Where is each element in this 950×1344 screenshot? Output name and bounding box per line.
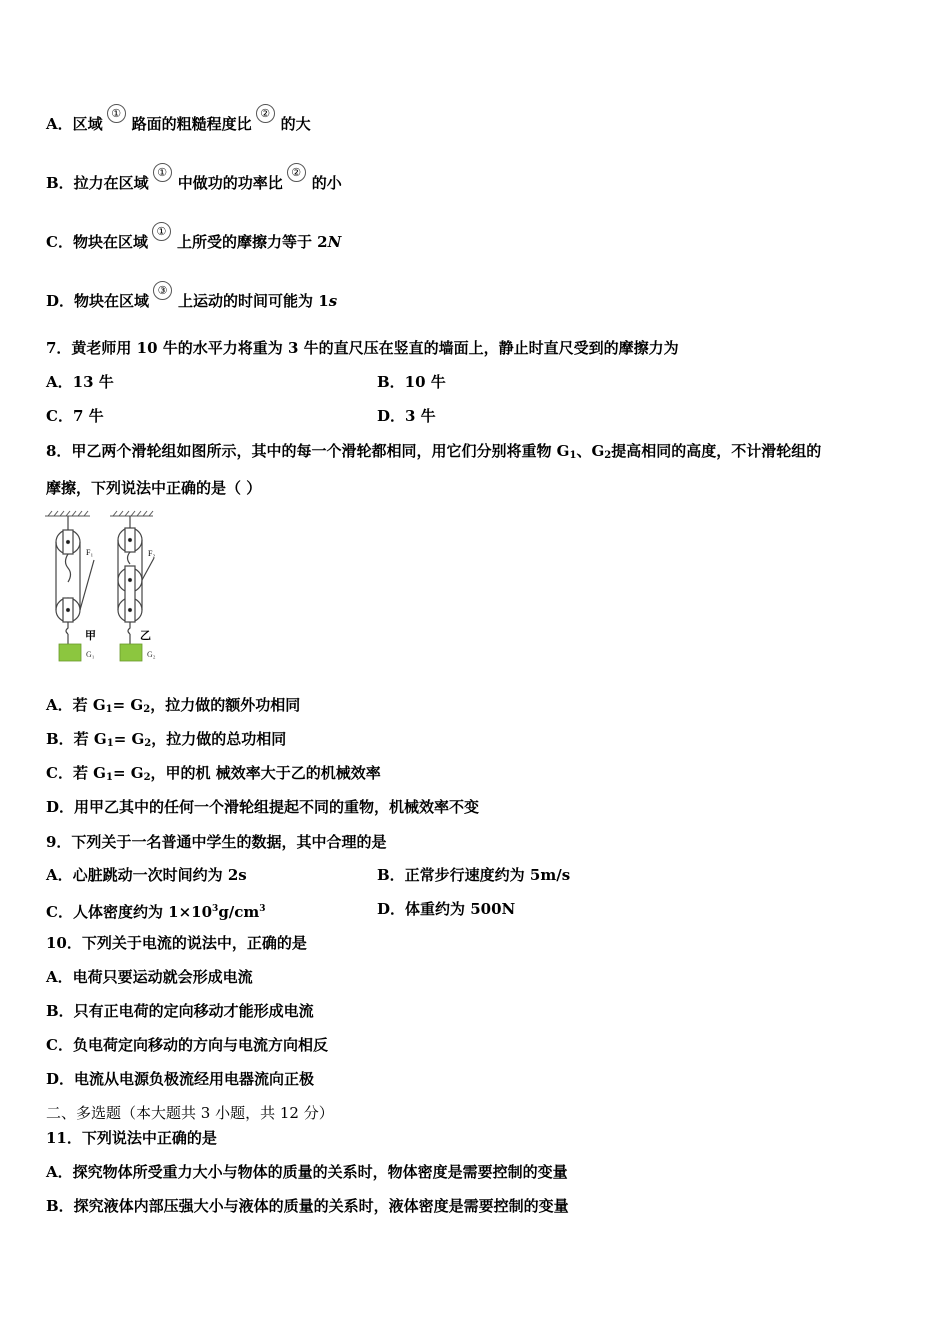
weight-g2: [120, 644, 142, 661]
q6-option-c: [46, 225, 342, 253]
q6-b-mid: 中做功的功率比: [177, 174, 283, 192]
q11-option-a: A．探究物体所受重力大小与物体的质量的关系时，物体密度是需要控制的变量: [46, 1163, 568, 1181]
q6-option-a: [46, 107, 311, 135]
subscript: 2: [144, 738, 152, 749]
circled-number: ①: [153, 163, 172, 182]
figure-label-f1: F₁: [86, 548, 94, 557]
q8-c-pre: C．若 G: [46, 764, 106, 782]
q7-option-d: D．3 牛: [377, 407, 436, 425]
q6-b-pre: B．拉力在区域: [46, 174, 149, 192]
figure-label-yi: 乙: [140, 629, 151, 642]
q8-b-post: ，拉力做的总功相同: [151, 730, 287, 748]
figure-label-g2: G₂: [147, 650, 156, 659]
q8-a-pre: A．若 G: [46, 696, 106, 714]
circled-number: ③: [153, 281, 172, 300]
q9-option-c: [46, 899, 266, 922]
q6-a-post: 的大: [280, 115, 311, 133]
pulley-figure: [40, 508, 180, 668]
q8-c-post: ，甲的机 械效率大于乙的机械效率: [150, 764, 381, 782]
circled-number: ②: [287, 163, 306, 182]
subscript: 2: [604, 450, 612, 461]
pulley-system-yi: [118, 516, 154, 644]
circled-number: ①: [107, 104, 126, 123]
q10-option-d: D．电流从电源负极流经用电器流向正极: [46, 1070, 315, 1088]
weight-g1: [59, 644, 81, 661]
q7-option-a: A．13 牛: [46, 373, 114, 391]
q8-b-pre: B．若 G: [46, 730, 107, 748]
q10-option-a: A．电荷只要运动就会形成电流: [46, 968, 253, 986]
q8-option-d: D．用甲乙其中的任何一个滑轮组提起不同的重物，机械效率不变: [46, 798, 480, 816]
q9-c-mid: g/cm: [218, 903, 260, 921]
q8-stem: [46, 441, 821, 466]
q6-d-mid: 上运动的时间可能为 1: [178, 292, 329, 310]
q8-stem-pre: 8．甲乙两个滑轮组如图所示，其中的每一个滑轮都相同，用它们分别将重物 G: [46, 442, 570, 460]
subscript: 2: [143, 704, 151, 715]
q7-stem: 7．黄老师用 10 牛的水平力将重为 3 牛的直尺压在竖直的墙面上，静止时直尺受到的摩擦力为: [46, 339, 679, 357]
circled-number: ①: [152, 222, 171, 241]
figure-label-g1: G₁: [86, 650, 95, 659]
circled-number: ②: [256, 104, 275, 123]
q8-stem-post: 提高相同的高度，不计滑轮组的: [611, 442, 822, 460]
ceiling-right: [110, 511, 153, 516]
q8-b-mid: = G: [113, 730, 145, 748]
q6-d-pre: D．物块在区域: [46, 292, 150, 310]
subscript: 1: [569, 450, 577, 461]
q10-option-b: B．只有正电荷的定向移动才能形成电流: [46, 1002, 314, 1020]
q8-a-post: ，拉力做的额外功相同: [150, 696, 301, 714]
pulley-system-jia: [56, 516, 94, 644]
q11-stem: 11．下列说法中正确的是: [46, 1129, 217, 1147]
q6-b-post: 的小: [311, 174, 342, 192]
subscript: 1: [106, 738, 114, 749]
q9-c-pre: C．人体密度约为 1×10: [46, 903, 213, 921]
subscript: 1: [105, 704, 113, 715]
q9-option-d: D．体重约为 500N: [377, 900, 516, 918]
q10-stem: 10．下列关于电流的说法中，正确的是: [46, 934, 307, 952]
figure-label-jia: 甲: [85, 629, 96, 642]
superscript: 3: [259, 904, 266, 914]
q8-stem-mid: 、G: [576, 442, 605, 460]
q6-c-unit: N: [327, 233, 342, 251]
q6-d-unit: s: [328, 292, 338, 310]
q8-stem-line2: 摩擦，下列说法中正确的是（ ）: [46, 479, 262, 497]
ceiling-left: [45, 511, 90, 516]
q6-a-pre: A．区域: [46, 115, 103, 133]
q10-option-c: C．负电荷定向移动的方向与电流方向相反: [46, 1036, 328, 1054]
q9-option-b: B．正常步行速度约为 5m/s: [377, 866, 571, 884]
q7-option-b: B．10 牛: [377, 373, 446, 391]
section-heading: 二、多选题（本大题共 3 小题，共 12 分）: [46, 1104, 334, 1122]
q8-a-mid: = G: [112, 696, 144, 714]
q9-option-a: A．心脏跳动一次时间约为 2s: [46, 866, 247, 884]
superscript: 3: [212, 904, 219, 914]
figure-label-f2: F₂: [148, 549, 156, 558]
q9-stem: 9．下列关于一名普通中学生的数据，其中合理的是: [46, 833, 387, 851]
q8-option-b: [46, 729, 286, 754]
q8-option-a: [46, 695, 300, 720]
q6-option-b: [46, 166, 342, 194]
q8-option-c: [46, 763, 381, 788]
q6-a-mid: 路面的粗糙程度比: [131, 115, 252, 133]
q7-option-c: C．7 牛: [46, 407, 104, 425]
q6-c-pre: C．物块在区域: [46, 233, 148, 251]
q6-c-mid: 上所受的摩擦力等于 2: [176, 233, 328, 251]
q8-c-mid: = G: [112, 764, 144, 782]
q11-option-b: B．探究液体内部压强大小与液体的质量的关系时，液体密度是需要控制的变量: [46, 1197, 569, 1215]
q6-option-d: [46, 284, 338, 312]
subscript: 1: [105, 772, 113, 783]
subscript: 2: [143, 772, 151, 783]
